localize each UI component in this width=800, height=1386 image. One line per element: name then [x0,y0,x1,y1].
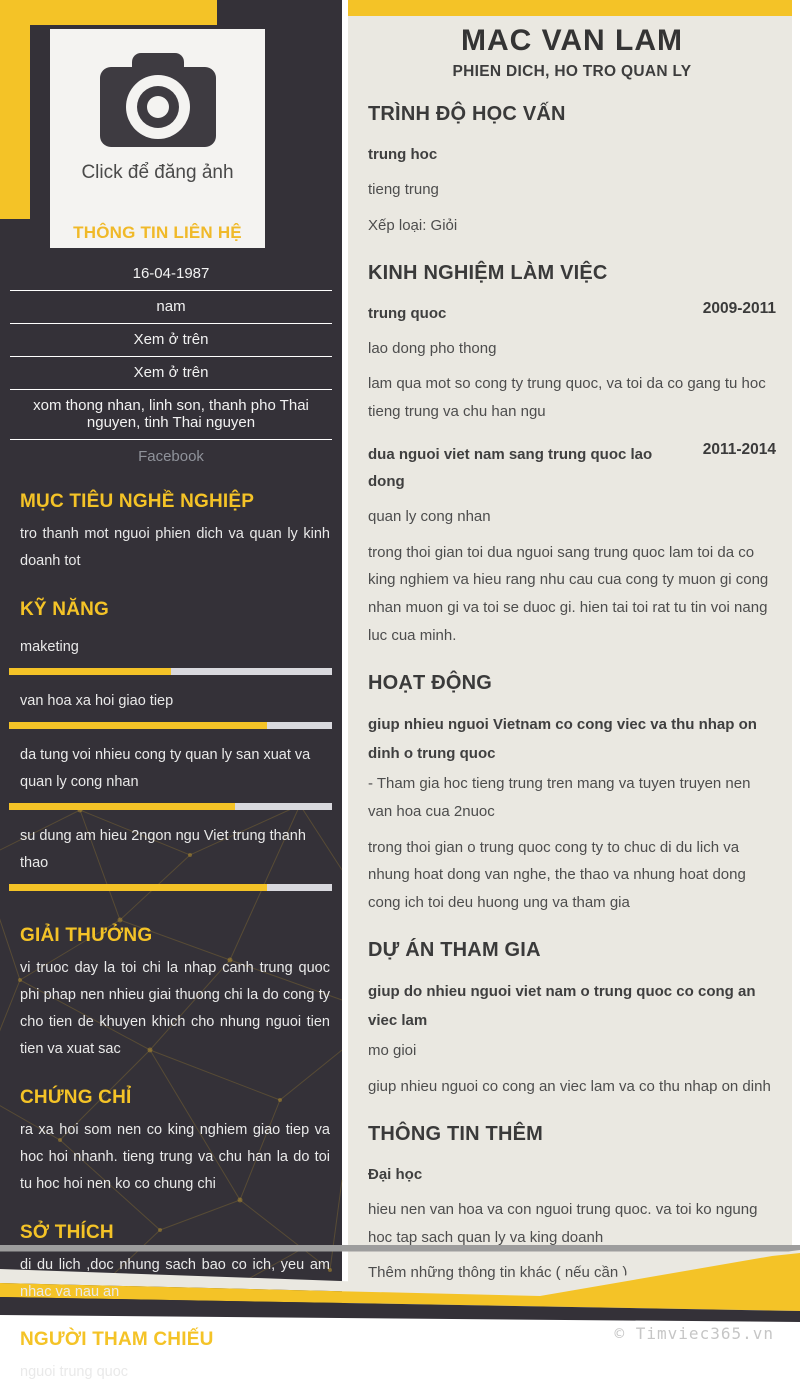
job-period: 2011-2014 [702,440,776,458]
experience-title: KINH NGHIỆM LÀM VIỆC [368,261,608,284]
activities-bullet: - Tham gia hoc tieng trung tren mang va tuyen truyen nen van hoa cua 2nuoc [368,775,751,820]
main-panel [348,0,792,1302]
experience-job [368,441,776,650]
section-objective [10,491,332,575]
additional-title: THÔNG TIN THÊM [368,1122,544,1145]
objective-title: MỤC TIÊU NGHỀ NGHIỆP [20,491,255,512]
section-experience [368,262,776,650]
skill-item [20,742,330,810]
contact-list [10,258,332,467]
skills-title: KỸ NĂNG [20,598,110,620]
additional-description: hieu nen van hoa va con nguoi trung quoc. va toi ko ngung hoc tap sach quan ly va king doanh [368,1200,758,1246]
skill-bar [9,803,332,810]
section-skills [10,599,332,891]
project-heading: giup do nhieu nguoi viet nam o trung quoc co cong an viec lam [368,982,756,1029]
job-period: 2009-2011 [702,299,776,317]
sidebar [0,0,342,1381]
photo-upload-box[interactable] [50,29,265,248]
contact-birthdate: 16-04-1987 [132,265,210,282]
skill-label: su dung am hieu 2ngon ngu Viet trung thanh thao [20,827,306,871]
activities-title: HOẠT ĐỘNG [368,671,493,694]
job-description: trong thoi gian toi dua nguoi sang trung quoc lam toi da co king nghiem va hieu rang nhu cau cua cong ty muon gi cong nhan muon gi va toi se duoc gi. hien tai toi rat tu tin voi nang luc cua minh. [368,543,769,644]
hobbies-text: di du lich ,doc nhung sach bao co ich, yeu am nhac va nau an [20,1256,330,1300]
project-role: mo gioi [368,1042,417,1060]
education-school: trung hoc [368,146,438,163]
yellow-top-bar [348,0,792,16]
contact-email: Xem ở trên [133,364,209,381]
contact-section-title: THÔNG TIN LIÊN HỆ [73,223,242,242]
objective-text: tro thanh mot nguoi phien dich va quan ly kinh doanh tot [20,526,330,569]
education-title: TRÌNH ĐỘ HỌC VẤN [368,103,566,125]
education-grade: Xếp loại: Giỏi [368,216,458,234]
job-company: dua nguoi viet nam sang trung quoc lao dong [368,445,653,490]
references-title: NGƯỜI THAM CHIẾU [20,1329,214,1351]
education-major: tieng trung [368,181,439,198]
awards-text: vi truoc day la toi chi la nhap canh trung quoc phi phap nen nhieu giai thuong chi la do cong ty cho tien de khuyen khich cho nhung nguoi tien tien va xuat sac [20,959,330,1057]
skill-bar-fill [9,722,267,729]
candidate-name: MAC VAN LAM [460,24,684,57]
contact-address: xom thong nhan, linh son, thanh pho Thai nguyen, tinh Thai nguyen [33,397,309,431]
project-description: giup nhieu nguoi co cong an viec lam va co thu nhap on dinh [368,1078,771,1095]
job-description: lam qua mot so cong ty trung quoc, va toi da co gang tu hoc tieng trung va chu han ngu [368,375,766,420]
certificates-text: ra xa hoi som nen co king nghiem giao tiep va hoc hoi nhanh. tieng trung va chu han la do toi tu hoc hoi nen ko co chung chi [20,1121,330,1192]
additional-note: Thêm những thông tin khác ( nếu cần ) [368,1264,628,1282]
skill-item [20,823,330,891]
skill-item [20,634,330,675]
sidebar-content [0,258,342,1386]
section-projects [368,939,776,1101]
hobbies-title: SỞ THÍCH [20,1221,114,1243]
certificates-title: CHỨNG CHỈ [20,1086,132,1108]
contact-gender: nam [156,298,186,315]
job-role: lao dong pho thong [368,339,497,357]
references-text: nguoi trung quoc [20,1364,129,1381]
skill-bar-fill [9,803,235,810]
projects-title: DỰ ÁN THAM GIA [368,938,541,961]
section-references [10,1329,332,1386]
skill-bar-fill [9,884,267,891]
awards-title: GIẢI THƯỞNG [20,924,153,946]
yellow-corner-accent-top [0,0,217,25]
activities-description: trong thoi gian o trung quoc cong ty to chuc di du lich va nhung hoat dong van nghe, the thao va nhung hoat dong cong ich toi deu huong ung va tham gia [368,838,746,911]
section-certificates [10,1087,332,1198]
section-hobbies [10,1222,332,1306]
activities-heading: giup nhieu nguoi Vietnam co cong viec va thu nhap on dinh o trung quoc [368,715,757,762]
facebook-link[interactable]: Facebook [138,448,204,465]
main-content [348,16,792,1287]
watermark-credit: © Timviec365.vn [614,1324,774,1343]
skill-label: da tung voi nhieu cong ty quan ly san xuat va quan ly cong nhan [20,746,311,790]
yellow-corner-accent-left [0,0,30,219]
skill-bar [9,884,332,891]
skill-bar-fill [9,668,171,675]
experience-job [368,300,776,426]
photo-upload-label: Click để đăng ảnh [81,162,234,183]
candidate-position: PHIEN DICH, HO TRO QUAN LY [452,63,692,80]
job-role: quan ly cong nhan [368,507,491,525]
section-education [368,103,776,240]
camera-icon [92,53,224,155]
skill-label: maketing [20,638,79,655]
job-company: trung quoc [368,304,447,322]
skill-bar [9,722,332,729]
additional-heading: Đại học [368,1165,423,1183]
contact-phone: Xem ở trên [133,331,209,348]
skill-item [20,688,330,729]
section-awards [10,925,332,1063]
section-activities [368,672,776,917]
skill-label: van hoa xa hoi giao tiep [20,692,174,709]
skill-bar [9,668,332,675]
